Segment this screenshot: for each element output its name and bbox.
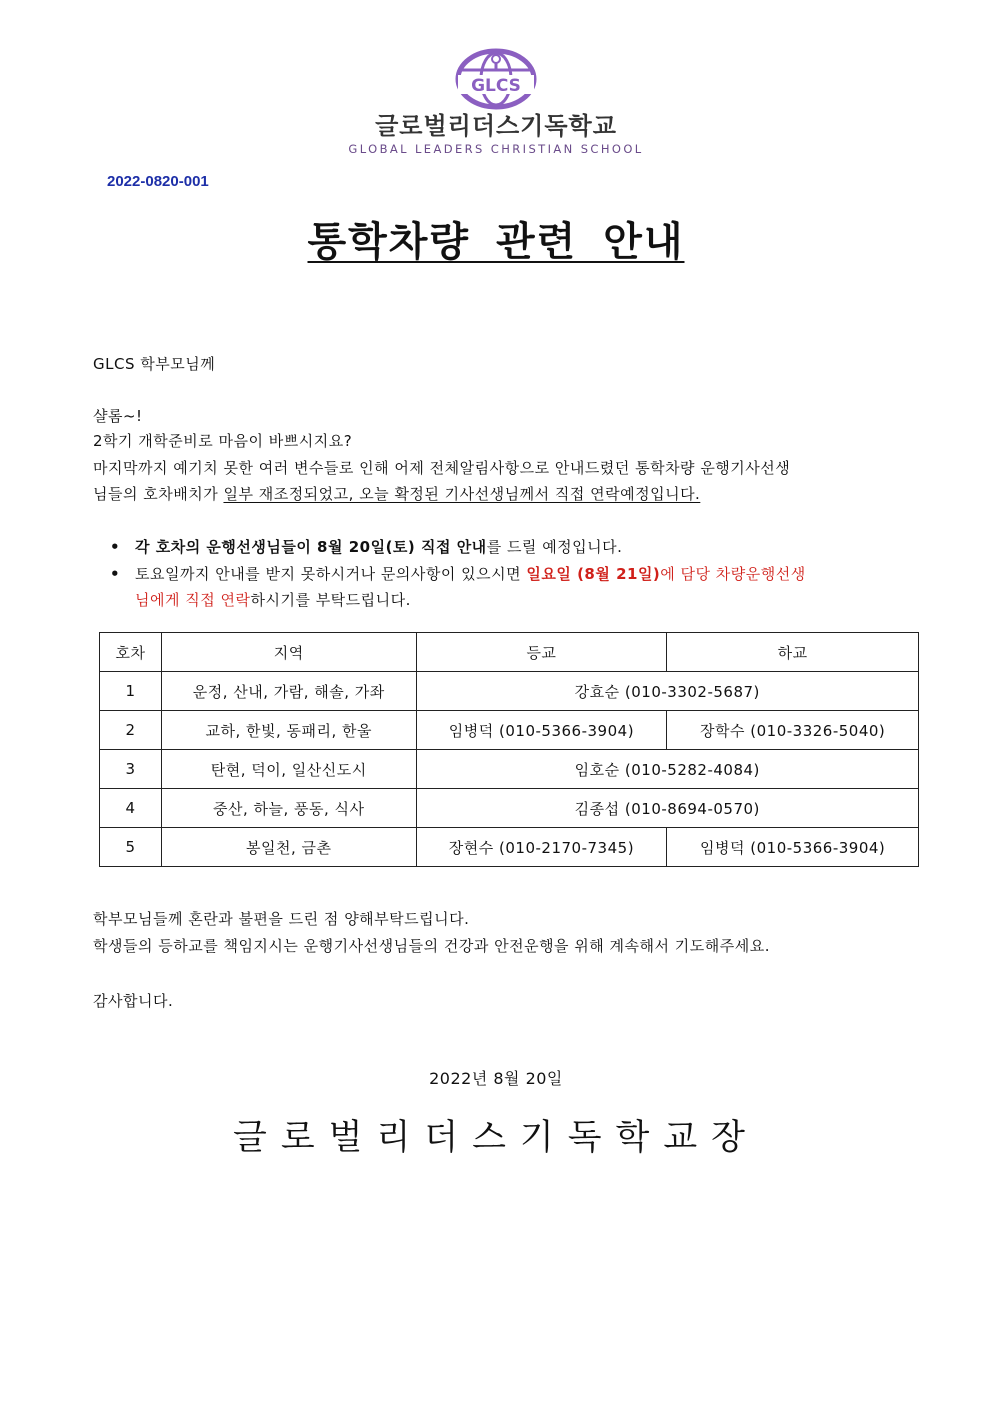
header-from-school: 하교 — [667, 633, 919, 672]
globe-cross-icon — [453, 48, 539, 110]
bullet-dot: • — [110, 565, 121, 583]
table-row — [100, 750, 919, 789]
table-row — [100, 828, 919, 867]
driver-to-school: 장현수 (010-2170-7345) — [416, 828, 667, 867]
body-line-2: 2학기 개학준비로 마음이 바쁘시지요? — [93, 432, 353, 450]
area: 봉일천, 금촌 — [161, 828, 416, 867]
closing-line-1: 학부모님들께 혼란과 불편을 드린 점 양해부탁드립니다. — [93, 910, 470, 928]
area: 운정, 산내, 가람, 해솔, 가좌 — [161, 672, 416, 711]
table-row — [100, 711, 919, 750]
bus-schedule-table — [99, 632, 919, 867]
area: 탄현, 덕이, 일산신도시 — [161, 750, 416, 789]
driver-to-school: 임병덕 (010-5366-3904) — [416, 711, 667, 750]
body-underlined-text: 일부 재조정되었고, 오늘 확정된 기사선생님께서 직접 연락예정입니다. — [223, 485, 701, 503]
bullet-item-1: • 각 호차의 운행선생님들이 8월 20일(토) 직접 안내를 드릴 예정입니다. — [110, 534, 920, 560]
driver-from-school: 장학수 (010-3326-5040) — [667, 711, 919, 750]
area: 중산, 하늘, 풍동, 식사 — [161, 789, 416, 828]
area: 교하, 한빛, 동패리, 한울 — [161, 711, 416, 750]
header-area: 지역 — [161, 633, 416, 672]
bus-no: 1 — [100, 672, 162, 711]
bus-no: 3 — [100, 750, 162, 789]
body-line-4: 님들의 호차배치가 일부 재조정되었고, 오늘 확정된 기사선생님께서 직접 연락예정입니다. — [93, 485, 701, 503]
school-logo — [0, 48, 992, 156]
svg-text:GLCS: GLCS — [471, 76, 521, 96]
bus-no: 5 — [100, 828, 162, 867]
header-to-school: 등교 — [416, 633, 667, 672]
bus-no: 2 — [100, 711, 162, 750]
bullet-item-2: • 토요일까지 안내를 받지 못하시거나 문의사항이 있으시면 일요일 (8월 21일)에 담당 차량운행선생 님에게 직접 연락하시기를 부탁드립니다. — [110, 561, 920, 613]
driver-from-school: 임병덕 (010-5366-3904) — [667, 828, 919, 867]
closing-thanks: 감사합니다. — [93, 992, 174, 1010]
closing-line-2: 학생들의 등하교를 책임지시는 운행기사선생님들의 건강과 안전운행을 위해 계속해서 기도해주세요. — [93, 937, 770, 955]
table-row — [100, 789, 919, 828]
page-title: 통학차량 관련 안내 — [307, 219, 685, 265]
document-number: 2022-0820-001 — [107, 173, 209, 190]
bus-no: 4 — [100, 789, 162, 828]
table-row — [100, 672, 919, 711]
driver-both: 강효순 (010-3302-5687) — [416, 672, 918, 711]
table-header-row — [100, 633, 919, 672]
body-line-3: 마지막까지 예기치 못한 여러 변수들로 인해 어제 전체알림사항으로 안내드렸던 통학차량 운행기사선생 — [93, 459, 791, 477]
driver-both: 김종섭 (010-8694-0570) — [416, 789, 918, 828]
bullet-dot: • — [110, 538, 121, 556]
greeting: GLCS 학부모님께 — [93, 355, 216, 373]
document-date: 2022년 8월 20일 — [429, 1069, 563, 1088]
logo-name-english: GLOBAL LEADERS CHRISTIAN SCHOOL — [348, 142, 644, 156]
logo-name-korean: 글로벌리더스기독학교 — [375, 112, 617, 140]
signature: 글로벌리더스기독학교장 — [233, 1118, 759, 1158]
driver-both: 임호순 (010-5282-4084) — [416, 750, 918, 789]
header-bus-no: 호차 — [100, 633, 162, 672]
body-line-1: 샬롬~! — [93, 407, 143, 425]
